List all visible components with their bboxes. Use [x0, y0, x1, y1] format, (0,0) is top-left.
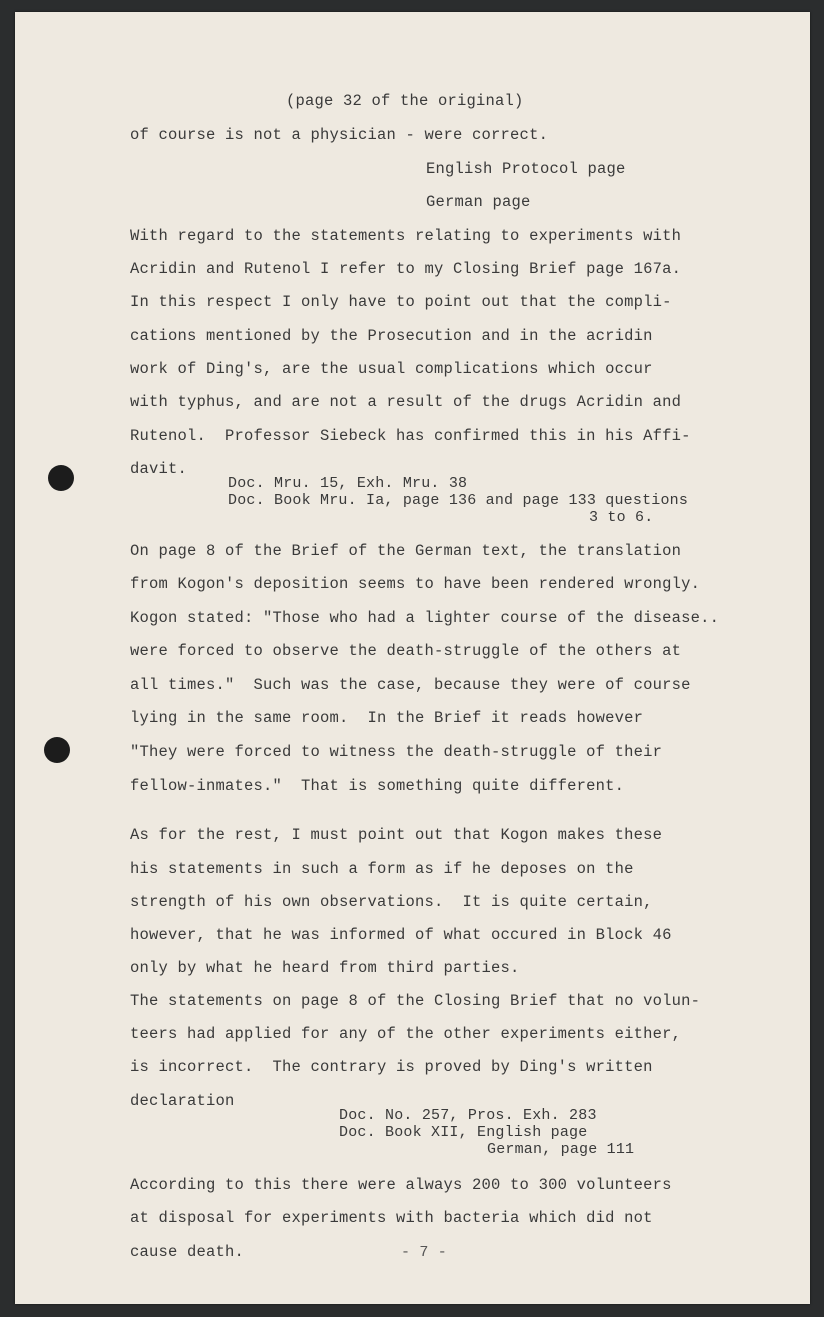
document-page: [15, 12, 810, 1304]
punch-hole-top: [48, 465, 74, 491]
text-line: davit.: [130, 460, 188, 478]
text-line: fellow-inmates." That is something quite different.: [130, 777, 625, 795]
text-line: of course is not a physician - were correct.: [130, 126, 549, 144]
text-line: Acridin and Rutenol I refer to my Closing Brief page 167a.: [130, 260, 682, 278]
text-line: his statements in such a form as if he deposes on the: [130, 860, 634, 878]
text-line: cations mentioned by the Prosecution and in the acridin: [130, 327, 653, 345]
text-line: were forced to observe the death-struggle of the others at: [130, 642, 682, 660]
text-line: is incorrect. The contrary is proved by Ding's written: [130, 1058, 653, 1076]
reference-line: Doc. Mru. 15, Exh. Mru. 38: [228, 475, 468, 492]
text-line: work of Ding's, are the usual complications which occur: [130, 360, 653, 378]
text-line: with typhus, and are not a result of the drugs Acridin and: [130, 393, 682, 411]
text-line: As for the rest, I must point out that Kogon makes these: [130, 826, 663, 844]
text-line: According to this there were always 200 to 300 volunteers: [130, 1176, 672, 1194]
text-line: at disposal for experiments with bacteria which did not: [130, 1209, 653, 1227]
reference-line: Doc. No. 257, Pros. Exh. 283: [339, 1107, 597, 1124]
text-line: all times." Such was the case, because they were of course: [130, 676, 691, 694]
text-line: Kogon stated: "Those who had a lighter course of the disease..: [130, 609, 720, 627]
text-line: lying in the same room. In the Brief it reads however: [130, 709, 644, 727]
text-line: teers had applied for any of the other experiments either,: [130, 1025, 682, 1043]
page-header: (page 32 of the original): [286, 92, 524, 110]
text-line: Rutenol. Professor Siebeck has confirmed this in his Affi-: [130, 427, 691, 445]
text-line: With regard to the statements relating to experiments with: [130, 227, 682, 245]
text-line: strength of his own observations. It is quite certain,: [130, 893, 653, 911]
text-line: English Protocol page: [426, 160, 626, 178]
text-line: "They were forced to witness the death-struggle of their: [130, 743, 663, 761]
text-line: The statements on page 8 of the Closing Brief that no volun-: [130, 992, 701, 1010]
text-line: On page 8 of the Brief of the German text, the translation: [130, 542, 682, 560]
reference-line: Doc. Book XII, English page: [339, 1124, 588, 1141]
text-line: however, that he was informed of what occured in Block 46: [130, 926, 672, 944]
text-line: only by what he heard from third parties.: [130, 959, 520, 977]
text-line: In this respect I only have to point out that the compli-: [130, 293, 672, 311]
reference-line: 3 to 6.: [589, 509, 654, 526]
text-line: German page: [426, 193, 531, 211]
punch-hole-bottom: [44, 737, 70, 763]
reference-line: German, page 111: [487, 1141, 635, 1158]
text-line: from Kogon's deposition seems to have been rendered wrongly.: [130, 575, 701, 593]
page-number: - 7 -: [401, 1244, 448, 1261]
text-line: cause death.: [130, 1243, 245, 1261]
text-line: declaration: [130, 1092, 235, 1110]
reference-line: Doc. Book Mru. Ia, page 136 and page 133 questions: [228, 492, 689, 509]
